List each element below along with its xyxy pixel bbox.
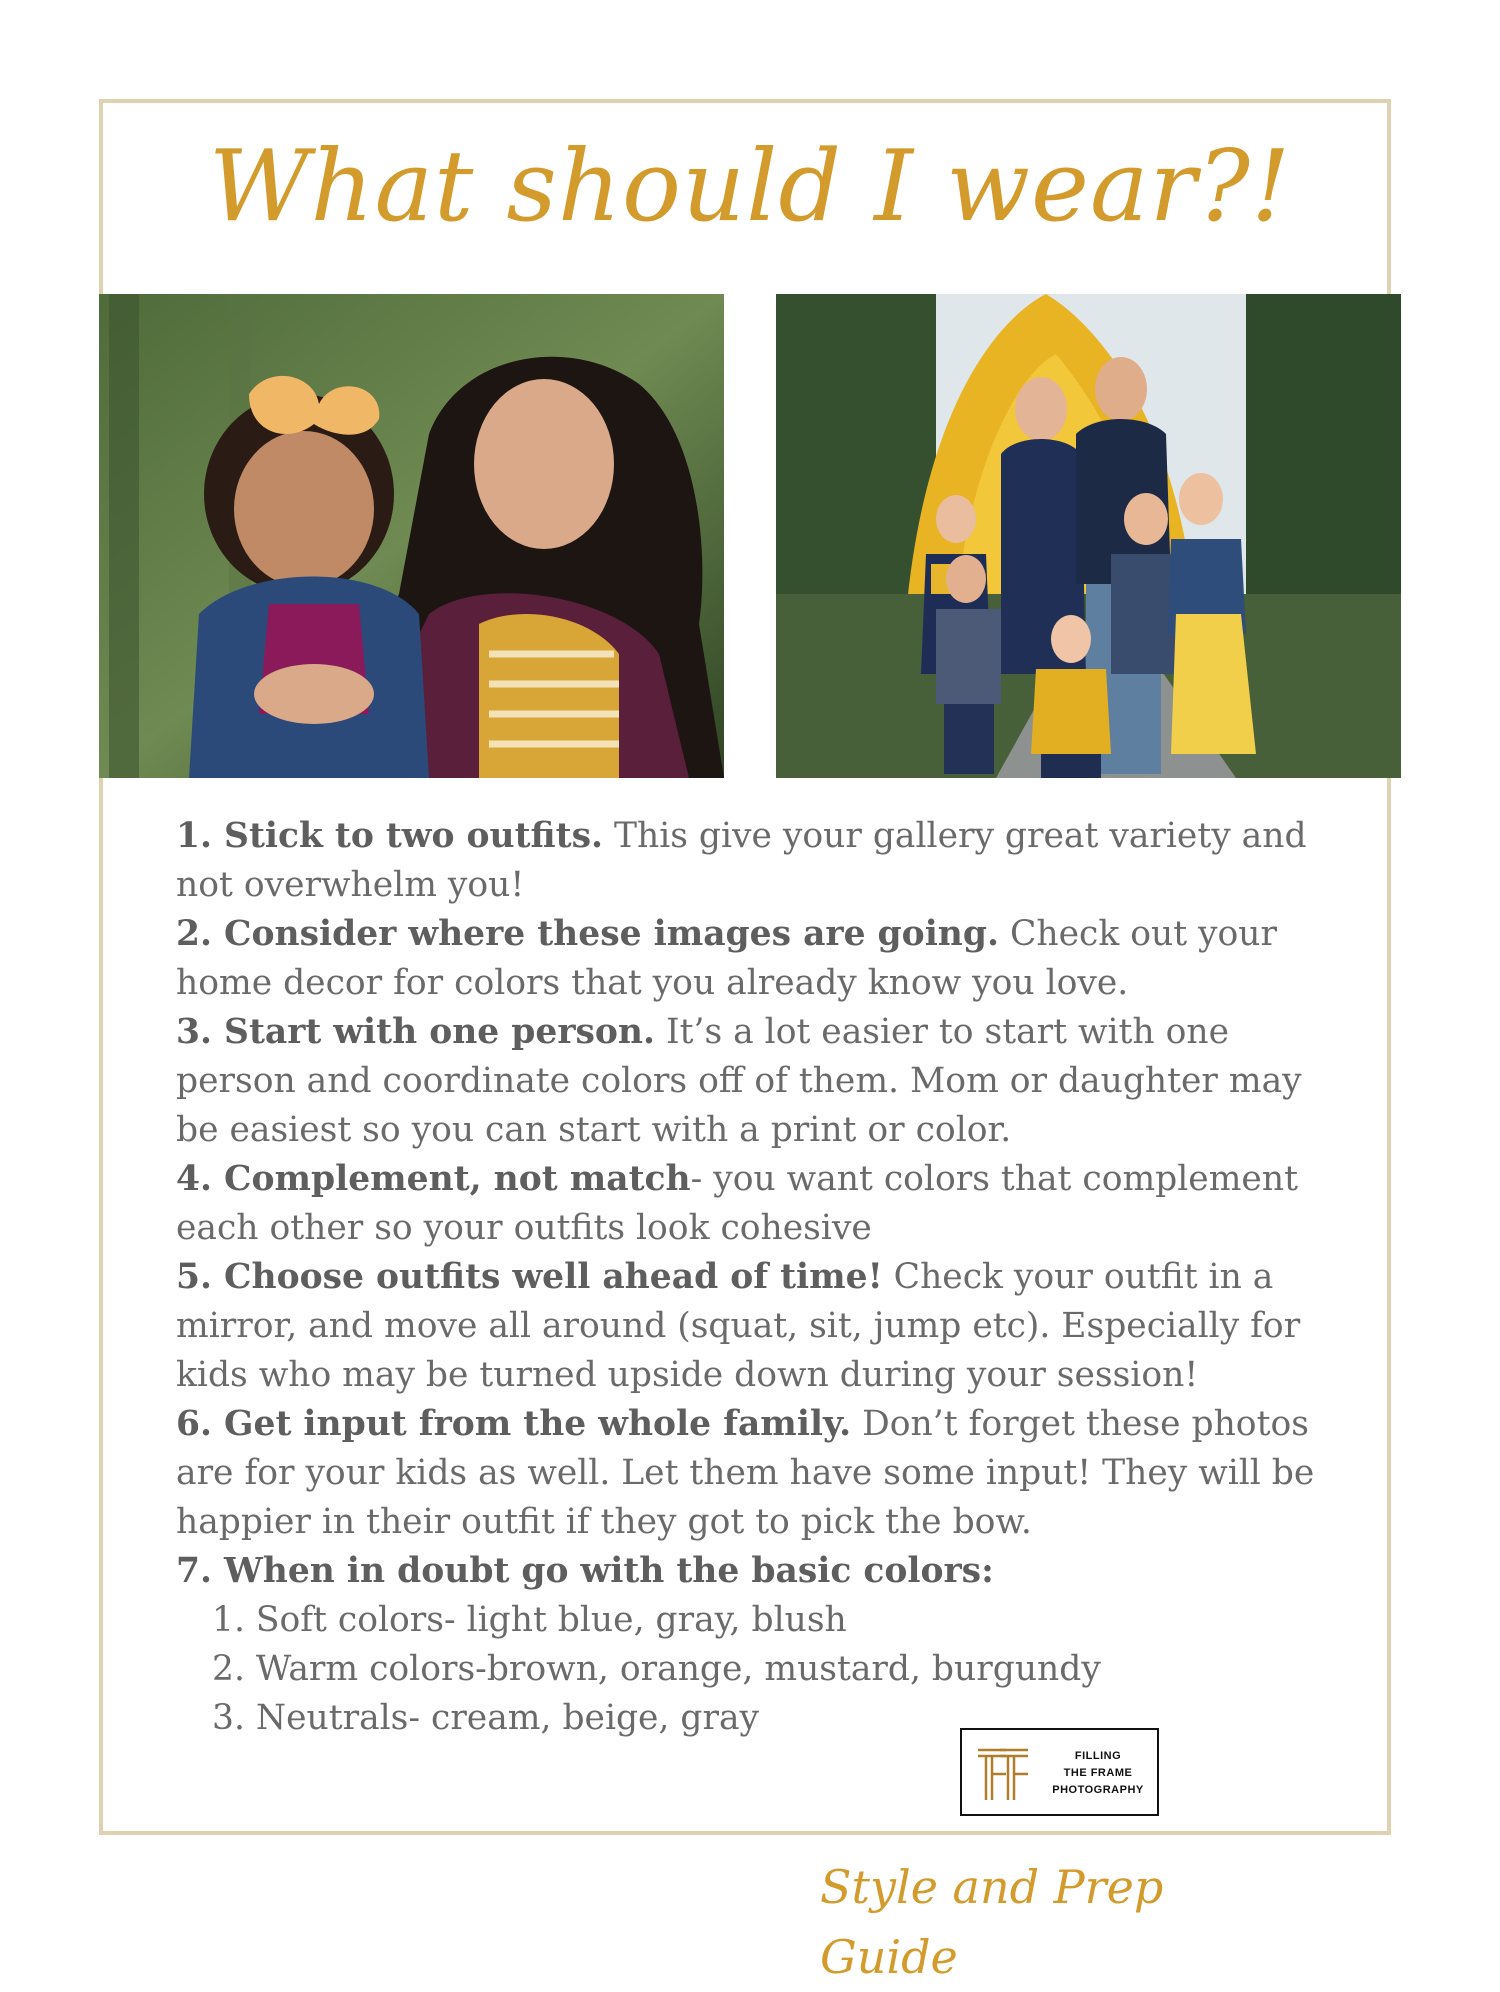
page-title: What should I wear?!: [208, 130, 1292, 244]
tip-heading: 2. Consider where these images are going.: [176, 914, 1000, 954]
tip-heading: 4. Complement, not match: [176, 1159, 691, 1199]
logo-wordmark: [1042, 1748, 1154, 1799]
tip-heading: 3. Start with one person.: [176, 1012, 656, 1052]
tip-body: It’s a lot easier to start with one person and coordinate colors off of them. Mom or daughter may be easiest so you can start with a print or color.: [176, 1012, 1302, 1150]
family-photo: [776, 294, 1401, 778]
tip-body: This give your gallery great variety and not overwhelm you!: [176, 816, 1307, 905]
tip-heading: 5. Choose outfits well ahead of time!: [176, 1257, 883, 1297]
color-option: 3. Neutrals- cream, beige, gray: [212, 1698, 760, 1738]
footer-tagline: Style and Prep Guide: [820, 1860, 1164, 1984]
tip-body: - you want colors that complement each other so your outfits look cohesive: [176, 1159, 1298, 1248]
tip-4: [176, 1155, 1326, 1253]
mother-daughter-photo: [99, 294, 724, 778]
color-options-list: [176, 1596, 1326, 1743]
logo-line: PHOTOGRAPHY: [1052, 1784, 1144, 1796]
tip-3: [176, 1008, 1326, 1155]
tips-list: [176, 812, 1326, 1743]
tip-heading: 7. When in doubt go with the basic colors:: [176, 1551, 994, 1591]
tip-1: [176, 812, 1326, 910]
color-option: 2. Warm colors-brown, orange, mustard, burgundy: [212, 1649, 1101, 1689]
tip-body: Don’t forget these photos are for your kids as well. Let them have some input! They will be happier in their outfit if they got to pick the bow.: [176, 1404, 1315, 1542]
tip-2: [176, 910, 1326, 1008]
ff-monogram-icon: [972, 1742, 1034, 1804]
brand-logo: [960, 1728, 1159, 1816]
tip-5: [176, 1253, 1326, 1400]
tip-6: [176, 1400, 1326, 1547]
tip-7: [176, 1547, 1326, 1596]
tip-body: Check your outfit in a mirror, and move all around (squat, sit, jump etc). Especially for kids who may be turned upside down during your session!: [176, 1257, 1301, 1395]
tip-heading: 6. Get input from the whole family.: [176, 1404, 852, 1444]
tip-heading: 1. Stick to two outfits.: [176, 816, 604, 856]
logo-line: FILLING: [1074, 1750, 1122, 1762]
logo-line: THE FRAME: [1063, 1767, 1133, 1779]
tip-body: Check out your home decor for colors that you already know you love.: [176, 914, 1278, 1003]
color-option: 1. Soft colors- light blue, gray, blush: [212, 1600, 847, 1640]
